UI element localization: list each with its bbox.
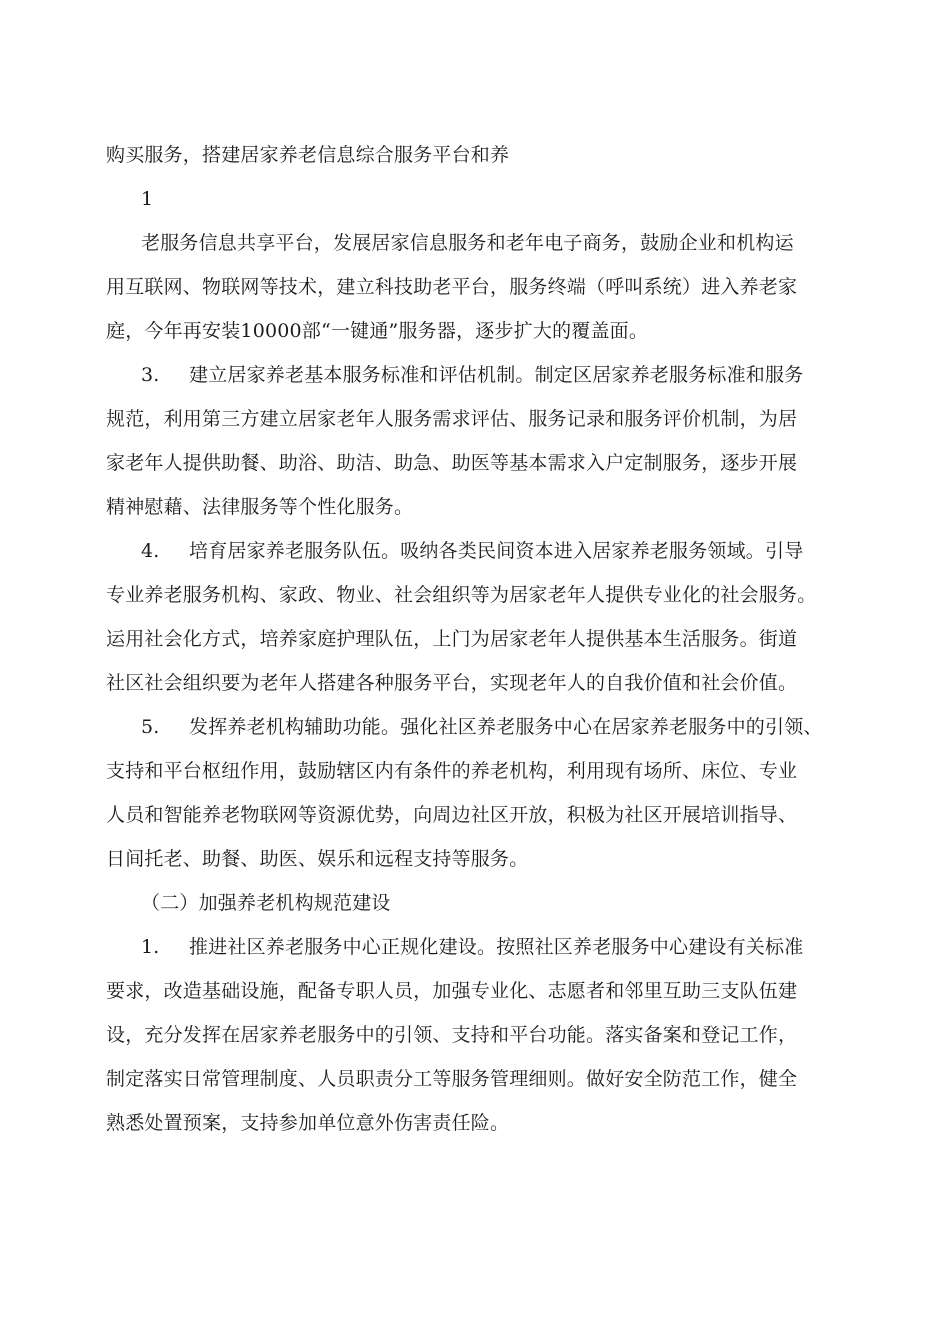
paragraph-line: 家老年人提供助餐、助浴、助洁、助急、助医等基本需求入户定制服务，逐步开展 <box>106 452 798 474</box>
paragraph-line: 要求，改造基础设施，配备专职人员，加强专业化、志愿者和邻里互助三支队伍建 <box>106 980 798 1002</box>
paragraph-line: 熟悉处置预案，支持参加单位意外伤害责任险。 <box>106 1112 510 1134</box>
paragraph-line: 人员和智能养老物联网等资源优势，向周边社区开放，积极为社区开展培训指导、 <box>106 804 798 826</box>
paragraph-line: 运用社会化方式，培养家庭护理队伍，上门为居家老年人提供基本生活服务。街道 <box>106 628 798 650</box>
paragraph-line: 老服务信息共享平台，发展居家信息服务和老年电子商务，鼓励企业和机构运 <box>141 232 794 254</box>
paragraph-line: 精神慰藉、法律服务等个性化服务。 <box>106 496 414 518</box>
section-heading: （二）加强养老机构规范建设 <box>141 892 391 914</box>
item-number: 5. <box>141 716 160 738</box>
numbered-paragraph-line <box>141 935 803 959</box>
paragraph-text: 发挥养老机构辅助功能。强化社区养老服务中心在居家养老服务中的引领、 <box>189 716 823 738</box>
paragraph-line: 用互联网、物联网等技术，建立科技助老平台，服务终端（呼叫系统）进入养老家 <box>106 276 798 298</box>
paragraph-line: 支持和平台枢纽作用，鼓励辖区内有条件的养老机构，利用现有场所、床位、专业 <box>106 760 798 782</box>
paragraph-line: 购买服务，搭建居家养老信息综合服务平台和养 <box>106 144 510 166</box>
numbered-paragraph-line <box>141 715 823 739</box>
paragraph-text: 建立居家养老基本服务标准和评估机制。制定区居家养老服务标准和服务 <box>189 364 804 386</box>
paragraph-line: 制定落实日常管理制度、人员职责分工等服务管理细则。做好安全防范工作，健全 <box>106 1068 798 1090</box>
paragraph-line: 日间托老、助餐、助医、娱乐和远程支持等服务。 <box>106 848 529 870</box>
paragraph-line: 规范，利用第三方建立居家老年人服务需求评估、服务记录和服务评价机制，为居 <box>106 408 798 430</box>
numbered-paragraph-line <box>141 539 803 563</box>
paragraph-text: 培育居家养老服务队伍。吸纳各类民间资本进入居家养老服务领域。引导 <box>189 540 804 562</box>
paragraph-text: 推进社区养老服务中心正规化建设。按照社区养老服务中心建设有关标准 <box>189 936 804 958</box>
paragraph-line: 设，充分发挥在居家养老服务中的引领、支持和平台功能。落实备案和登记工作， <box>106 1024 798 1046</box>
item-number: 4. <box>141 540 160 562</box>
paragraph-line: 专业养老服务机构、家政、物业、社会组织等为居家老年人提供专业化的社会服务。 <box>106 584 817 606</box>
paragraph-line: 庭，今年再安装10000部“一键通”服务器，逐步扩大的覆盖面。 <box>106 320 649 342</box>
paragraph-line: 社区社会组织要为老年人搭建各种服务平台，实现老年人的自我价值和社会价值。 <box>106 672 798 694</box>
item-number: 1. <box>141 936 160 958</box>
numbered-paragraph-line <box>141 363 803 387</box>
item-number: 3. <box>141 364 160 386</box>
page-number: 1 <box>141 188 154 210</box>
